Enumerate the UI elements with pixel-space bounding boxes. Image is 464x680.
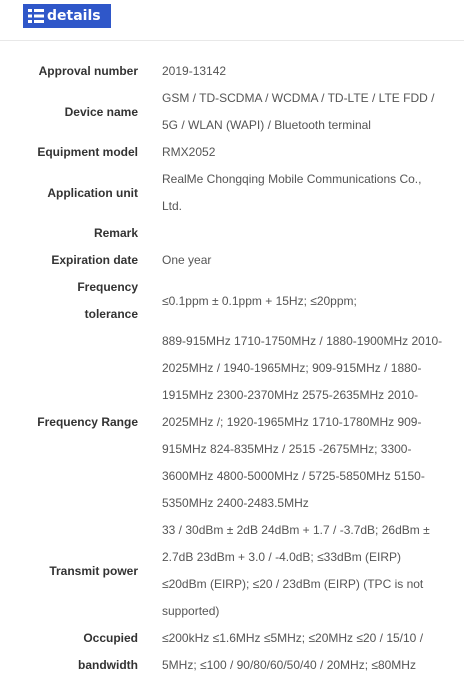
value-occupied-bandwidth: ≤200kHz ≤1.6MHz ≤5MHz; ≤20MHz ≤20 / 15/10 / 5MHz; ≤100 / 90/80/60/50/40 / 20MHz; ≤80MHz [162, 631, 424, 672]
row-application-unit [0, 166, 464, 220]
label-frequency-range: Frequency Range [37, 415, 138, 429]
row-equipment-model [0, 139, 464, 166]
row-approval-number [0, 58, 464, 85]
list-icon [28, 9, 44, 23]
value-frequency-range: 889-915MHz 1710-1750MHz / 1880-1900MHz 2010-2025MHz / 1940-1965MHz; 909-915MHz / 1880-1915MHz 2300-2370MHz 2575-2635MHz 2010-2025MHz /; 1920-1965MHz 1710-1780MHz 909-915MHz 824-835MHz / 2515 -2675MHz; 3300-3600MHz 4800-5000MHz / 5725-5850MHz 5150-5350MHz 2400-2483.5MHz [162, 334, 443, 510]
row-remark [0, 220, 464, 247]
label-equipment-model: Equipment model [37, 145, 138, 159]
label-device-name: Device name [64, 104, 138, 119]
row-device-name [0, 85, 464, 139]
page-header [0, 0, 464, 41]
label-transmit-power: Transmit power [49, 563, 138, 578]
spec-table [0, 58, 464, 679]
row-expiration-date [0, 247, 464, 274]
label-expiration-date: Expiration date [51, 253, 138, 267]
value-application-unit: RealMe Chongqing Mobile Communications Co., Ltd. [162, 172, 422, 213]
details-badge [23, 4, 111, 28]
row-frequency-tolerance [0, 274, 464, 328]
row-transmit-power [0, 517, 464, 625]
value-equipment-model: RMX2052 [162, 145, 216, 159]
value-device-name: GSM / TD-SCDMA / WCDMA / TD-LTE / LTE FDD / 5G / WLAN (WAPI) / Bluetooth terminal [162, 91, 435, 132]
label-remark: Remark [93, 226, 138, 240]
value-frequency-tolerance: ≤0.1ppm ± 0.1ppm + 15Hz; ≤20ppm; [162, 293, 357, 308]
row-occupied-bandwidth [0, 625, 464, 679]
value-transmit-power: 33 / 30dBm ± 2dB 24dBm + 1.7 / -3.7dB; 26dBm ± 2.7dB 23dBm + 3.0 / -4.0dB; ≤33dBm (EIRP) ≤20dBm (EIRP); ≤20 / 23dBm (EIRP) (TPC is not supported) [162, 523, 430, 618]
row-frequency-range [0, 328, 464, 517]
label-application-unit: Application unit [47, 185, 138, 200]
label-approval-number: Approval number [38, 64, 138, 78]
value-approval-number: 2019-13142 [162, 64, 227, 78]
label-occupied-bandwidth: Occupied bandwidth [78, 631, 138, 672]
label-frequency-tolerance: Frequency tolerance [77, 280, 138, 321]
value-expiration-date: One year [162, 253, 212, 267]
details-title: details [47, 8, 101, 24]
